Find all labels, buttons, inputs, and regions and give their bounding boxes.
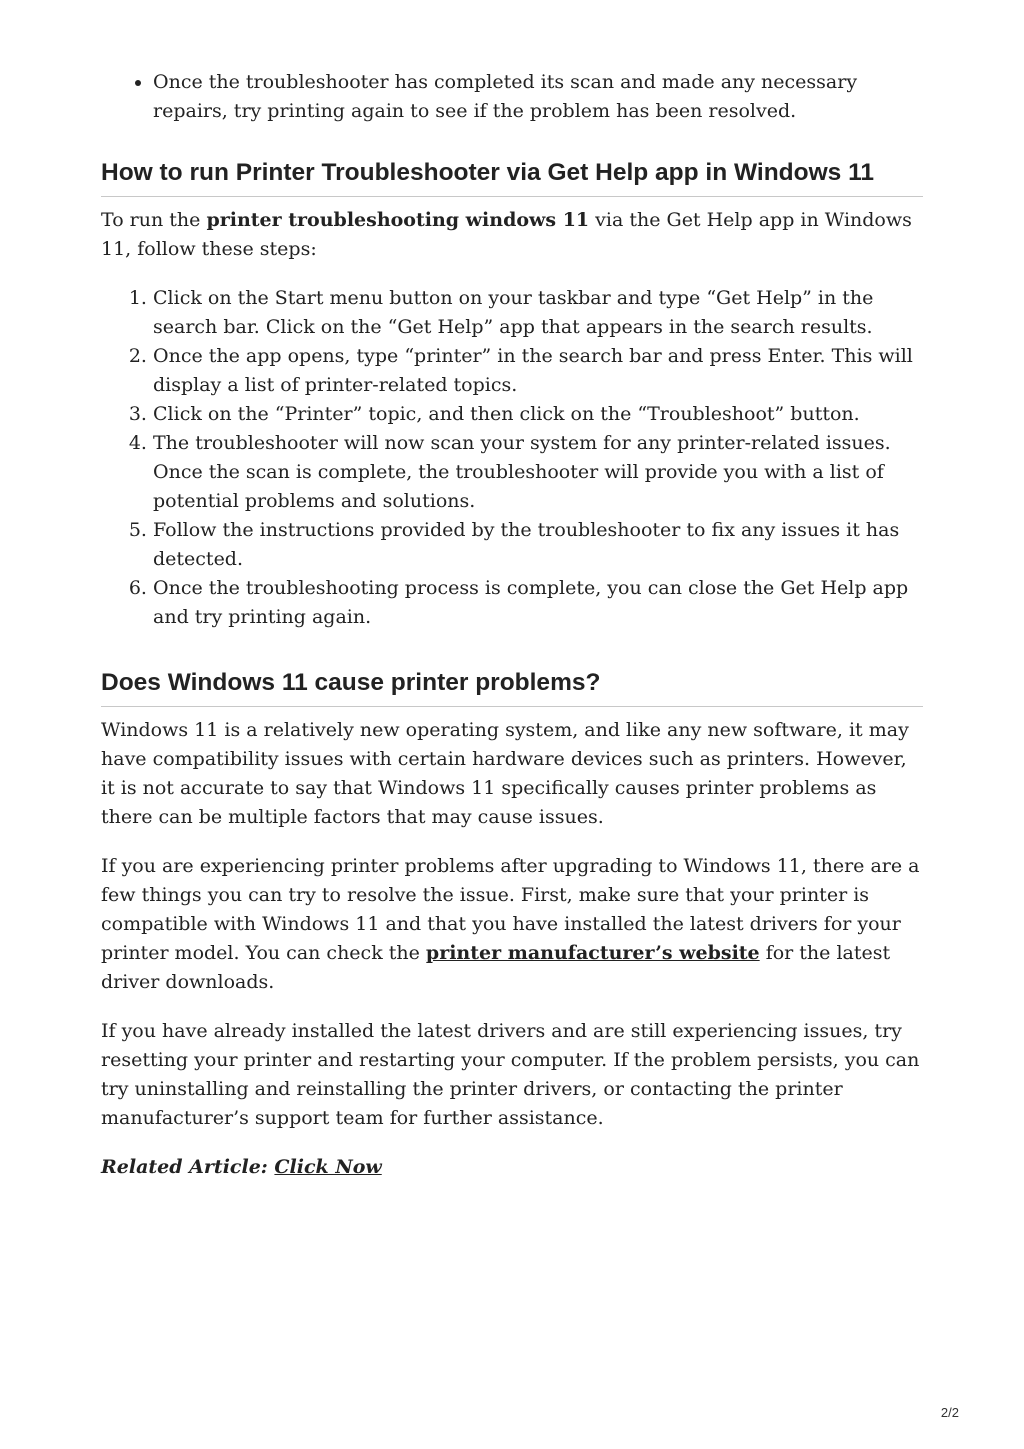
list-item: 3. Click on the “Printer” topic, and then click on the “Troubleshoot” button. (153, 400, 923, 429)
paragraph-compatibility: Windows 11 is a relatively new operating system, and like any new software, it may have compatibility issues with certain hardware devices such as printers. However, it is not accurate to say that Windows 11 specifically causes printer problems as there can be multiple factors that may cause issues. (101, 719, 909, 828)
click-now-link[interactable]: Click Now (274, 1156, 382, 1178)
article-body (101, 68, 923, 1182)
section-heading-get-help: How to run Printer Troubleshooter via Get Help app in Windows 11 (101, 157, 923, 197)
intro-text-after: via the Get Help app in Windows 11, follow these steps: (101, 209, 912, 260)
section-heading-printer-problems: Does Windows 11 cause printer problems? (101, 667, 923, 707)
section-intro-paragraph (101, 206, 923, 264)
list-item: • Once the troubleshooter has completed its scan and made any necessary repairs, try printing again to see if the problem has been resolved. (153, 68, 923, 126)
steps-list (101, 284, 923, 632)
related-article-label: Related Article: (101, 1156, 275, 1178)
page-number: 2/2 (940, 1405, 959, 1420)
list-item: 1. Click on the Start menu button on your taskbar and type “Get Help” in the search bar. Click on the “Get Help” app that appears in the search results. (153, 284, 923, 342)
list-item: 2. Once the app opens, type “printer” in the search bar and press Enter. This will display a list of printer-related topics. (153, 342, 923, 400)
intro-bullet-list (101, 68, 923, 126)
paragraph-reset: If you have already installed the latest drivers and are still experiencing issues, try resetting your printer and restarting your computer. If the problem persists, you can try uninstalling and reinstalling the printer drivers, or contacting the printer manufacturer’s support team for further assistance. (101, 1020, 920, 1129)
manufacturer-website-link[interactable]: printer manufacturer’s website (425, 942, 760, 964)
paragraph-drivers (101, 852, 923, 997)
intro-bold-keyword: printer troubleshooting windows 11 (206, 209, 590, 231)
intro-text-before: To run the (101, 209, 207, 231)
related-article (101, 1153, 923, 1182)
list-item: 6. Once the troubleshooting process is complete, you can close the Get Help app and try printing again. (153, 574, 923, 632)
list-item: 4. The troubleshooter will now scan your system for any printer-related issues. Once the scan is complete, the troubleshooter will provide you with a list of potential problems and solutions. (153, 429, 923, 516)
drivers-text-before: If you are experiencing printer problems after upgrading to Windows 11, there are a few things you can try to resolve the issue. First, make sure that your printer is compatible with Windows 11 and that you have installed the latest drivers for your printer model. You can check the (101, 855, 920, 964)
list-item: 5. Follow the instructions provided by the troubleshooter to fix any issues it has detected. (153, 516, 923, 574)
drivers-text-after: for the latest driver downloads. (101, 942, 891, 993)
